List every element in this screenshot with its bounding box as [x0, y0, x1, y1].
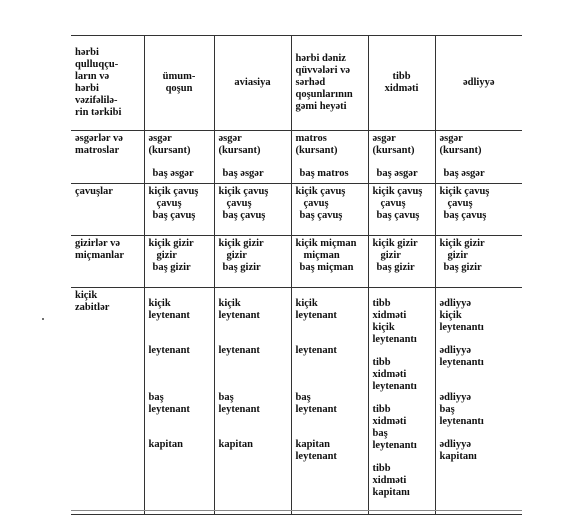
rank-entry	[219, 298, 287, 334]
rank-text: kiçik	[148, 298, 171, 309]
rank-text: əsgər	[218, 133, 242, 144]
rank-cell-navy	[291, 236, 368, 288]
rank-text: çavuş	[380, 198, 406, 209]
rank-text: baş	[439, 404, 455, 415]
rank-cell-medical	[368, 288, 435, 515]
rank-text: leytenant	[148, 404, 190, 415]
rank-text: leytenant	[218, 404, 260, 415]
rank-entry	[296, 439, 364, 475]
rank-text: leytenant	[295, 310, 337, 321]
rank-text: baş	[372, 428, 388, 439]
row-junior-officers	[71, 288, 522, 515]
rank-cell-combined-arms	[144, 131, 214, 184]
rank-text: çavuş	[447, 198, 473, 209]
rank-cell-aviation	[214, 131, 291, 184]
rank-entry	[373, 133, 431, 157]
rank-text: kiçik çavuş	[295, 186, 346, 197]
category-cell	[71, 236, 144, 288]
header-branch-navy	[291, 36, 368, 131]
rank-entry	[149, 439, 210, 475]
rank-text: baş çavuş	[222, 210, 266, 221]
rank-entry	[149, 298, 210, 334]
rank-text: kiçik çavuş	[372, 186, 423, 197]
rank-text: leytenantı	[439, 357, 484, 368]
rank-text: kapitan	[295, 439, 330, 450]
rank-text: kiçik	[439, 310, 462, 321]
rank-text: gizir	[447, 250, 468, 261]
header-branch-aviation	[214, 36, 291, 131]
rank-entry	[219, 133, 287, 157]
rank-entry	[149, 345, 210, 381]
rank-text: çavuş	[156, 198, 182, 209]
header-text-line: rin tərkibi	[75, 107, 122, 118]
rank-entry	[373, 404, 431, 452]
rank-text: əsgər	[372, 133, 396, 144]
header-composition	[71, 36, 144, 131]
rank-text: xidməti	[372, 475, 407, 486]
rank-entry	[219, 345, 287, 381]
category-label: çavuşlar	[75, 186, 113, 197]
rank-text: leytenantı	[372, 334, 417, 345]
rank-text: gizir	[380, 250, 401, 261]
rank-entry	[149, 186, 210, 222]
rank-text: baş	[218, 392, 234, 403]
rank-entry	[219, 439, 287, 475]
rank-text: leytenantı	[439, 416, 484, 427]
rank-text: leytenantı	[439, 322, 484, 333]
rank-cell-aviation	[214, 236, 291, 288]
scan-speck	[42, 318, 44, 320]
rank-text: ədliyyə	[439, 439, 471, 450]
rank-entry	[440, 186, 519, 222]
rank-entry	[219, 168, 287, 180]
rank-entry	[296, 298, 364, 334]
rank-text: baş çavuş	[299, 210, 343, 221]
rank-cell-justice	[435, 288, 522, 515]
row-sergeants	[71, 184, 522, 236]
rank-text: leytenant	[295, 345, 337, 356]
category-label: miçmanlar	[75, 250, 124, 261]
rank-entry	[296, 345, 364, 381]
rank-entry	[296, 392, 364, 428]
rank-text: matros	[295, 133, 327, 144]
rank-text: (kursant)	[372, 145, 415, 156]
rank-text: kiçik çavuş	[148, 186, 199, 197]
rank-entry	[373, 463, 431, 499]
rank-entry	[440, 133, 519, 157]
rank-text: əsgər	[148, 133, 172, 144]
rank-text: tibb	[372, 404, 391, 415]
rank-text: baş gizir	[222, 262, 261, 273]
rank-cell-aviation	[214, 288, 291, 515]
category-label: matroslar	[75, 145, 120, 156]
rank-entry	[296, 186, 364, 222]
rank-entry	[219, 186, 287, 222]
rank-entry	[296, 133, 364, 157]
rank-cell-justice	[435, 236, 522, 288]
rank-text: leytenantı	[372, 381, 417, 392]
rank-cell-combined-arms	[144, 184, 214, 236]
rank-text: tibb	[372, 357, 391, 368]
rank-entry	[440, 345, 519, 381]
bottom-rule	[71, 510, 522, 511]
header-text-line: gəmi heyəti	[295, 101, 347, 112]
rank-cell-medical	[368, 236, 435, 288]
rank-text: baş gizir	[443, 262, 482, 273]
rank-entry	[373, 186, 431, 222]
rank-text: ədliyyə	[439, 392, 471, 403]
rank-text: baş gizir	[376, 262, 415, 273]
header-text-line: qüvvələri və	[295, 65, 351, 76]
rank-text: gizir	[226, 250, 247, 261]
rank-entry	[149, 168, 210, 180]
rank-text: leytenant	[218, 310, 260, 321]
row-soldiers-sailors	[71, 131, 522, 184]
rank-text: baş çavuş	[376, 210, 420, 221]
category-label: zabitlər	[75, 302, 110, 313]
rank-text: leytenant	[218, 345, 260, 356]
header-text-line: tibb	[392, 71, 411, 82]
rank-entry	[373, 357, 431, 393]
header-text-line: sərhəd	[295, 77, 326, 88]
rank-text: kapitanı	[372, 487, 410, 498]
rank-text: xidməti	[372, 310, 407, 321]
rank-text: kiçik gizir	[218, 238, 264, 249]
category-cell	[71, 288, 144, 515]
rank-entry	[219, 238, 287, 274]
rank-text: baş gizir	[152, 262, 191, 273]
category-label: kiçik	[75, 290, 98, 301]
rank-text: tibb	[372, 298, 391, 309]
rank-text: kiçik çavuş	[218, 186, 269, 197]
rank-entry	[440, 439, 519, 475]
rank-text: tibb	[372, 463, 391, 474]
header-branch-combined-arms	[144, 36, 214, 131]
rank-entry	[373, 238, 431, 274]
rank-text: baş	[148, 392, 164, 403]
rank-cell-navy	[291, 184, 368, 236]
header-text-line: qoşun	[165, 83, 193, 94]
rank-entry	[149, 238, 210, 274]
category-label: əsgərlər və	[75, 133, 123, 144]
rank-entry	[440, 392, 519, 428]
rank-text: kiçik	[295, 298, 318, 309]
rank-entry	[440, 238, 519, 274]
row-warrant-officers	[71, 236, 522, 288]
rank-cell-medical	[368, 184, 435, 236]
rank-cell-navy	[291, 131, 368, 184]
rank-entry	[296, 168, 364, 180]
rank-text: kapitan	[218, 439, 253, 450]
rank-text: kiçik miçman	[295, 238, 357, 249]
military-ranks-table	[71, 35, 522, 515]
rank-text: xidməti	[372, 416, 407, 427]
rank-cell-medical	[368, 131, 435, 184]
category-label: gizirlər və	[75, 238, 120, 249]
rank-cell-combined-arms	[144, 236, 214, 288]
rank-text: əsgər	[439, 133, 463, 144]
rank-text: leytenant	[295, 451, 337, 462]
rank-entry	[219, 392, 287, 428]
rank-text: baş əsgər	[222, 168, 264, 179]
rank-entry	[149, 133, 210, 157]
header-row	[71, 36, 522, 131]
rank-entry	[440, 168, 519, 180]
header-branch-justice	[435, 36, 522, 131]
rank-text: (kursant)	[439, 145, 482, 156]
rank-text: kiçik	[218, 298, 241, 309]
rank-text: kiçik gizir	[372, 238, 418, 249]
rank-text: miçman	[303, 250, 340, 261]
rank-text: baş miçman	[299, 262, 354, 273]
rank-entry	[373, 168, 431, 180]
rank-cell-navy	[291, 288, 368, 515]
rank-text: kapitanı	[439, 451, 477, 462]
rank-text: kiçik gizir	[148, 238, 194, 249]
rank-entry	[373, 298, 431, 346]
header-text-line: xidməti	[384, 83, 419, 94]
category-cell	[71, 184, 144, 236]
rank-text: kiçik çavuş	[439, 186, 490, 197]
rank-text: ədliyyə	[439, 298, 471, 309]
rank-text: kiçik gizir	[439, 238, 485, 249]
rank-text: xidməti	[372, 369, 407, 380]
header-text-line: qoşunlarının	[295, 89, 353, 100]
rank-text: baş əsgər	[376, 168, 418, 179]
rank-text: (kursant)	[148, 145, 191, 156]
rank-text: baş əsgər	[443, 168, 485, 179]
rank-text: (kursant)	[218, 145, 261, 156]
rank-entry	[296, 238, 364, 274]
header-text-line: hərbi	[75, 83, 99, 94]
header-text-line: ümum-	[162, 71, 196, 82]
header-branch-medical	[368, 36, 435, 131]
header-text-line: ların və	[75, 71, 110, 82]
rank-cell-justice	[435, 184, 522, 236]
rank-text: ədliyyə	[439, 345, 471, 356]
header-text-line: vəzifəlilə-	[75, 95, 118, 106]
category-cell	[71, 131, 144, 184]
rank-entry	[149, 392, 210, 428]
rank-text: kiçik	[372, 322, 395, 333]
rank-text: gizir	[156, 250, 177, 261]
rank-text: (kursant)	[295, 145, 338, 156]
rank-text: leytenant	[148, 310, 190, 321]
rank-text: baş matros	[299, 168, 349, 179]
rank-cell-aviation	[214, 184, 291, 236]
rank-text: baş əsgər	[152, 168, 194, 179]
rank-text: leytenantı	[372, 440, 417, 451]
header-text-line: hərbi dəniz	[295, 53, 346, 64]
rank-text: leytenant	[295, 404, 337, 415]
rank-text: çavuş	[303, 198, 329, 209]
header-text-line: hərbi	[75, 47, 99, 58]
header-text-line: qulluqçu-	[75, 59, 119, 70]
rank-text: leytenant	[148, 345, 190, 356]
header-text-line: aviasiya	[234, 77, 271, 88]
rank-cell-combined-arms	[144, 288, 214, 515]
rank-text: çavuş	[226, 198, 252, 209]
rank-text: kapitan	[148, 439, 183, 450]
rank-entry	[440, 298, 519, 334]
rank-text: baş çavuş	[152, 210, 196, 221]
rank-text: baş	[295, 392, 311, 403]
rank-cell-justice	[435, 131, 522, 184]
header-text-line: ədliyyə	[463, 77, 495, 88]
rank-text: baş çavuş	[443, 210, 487, 221]
